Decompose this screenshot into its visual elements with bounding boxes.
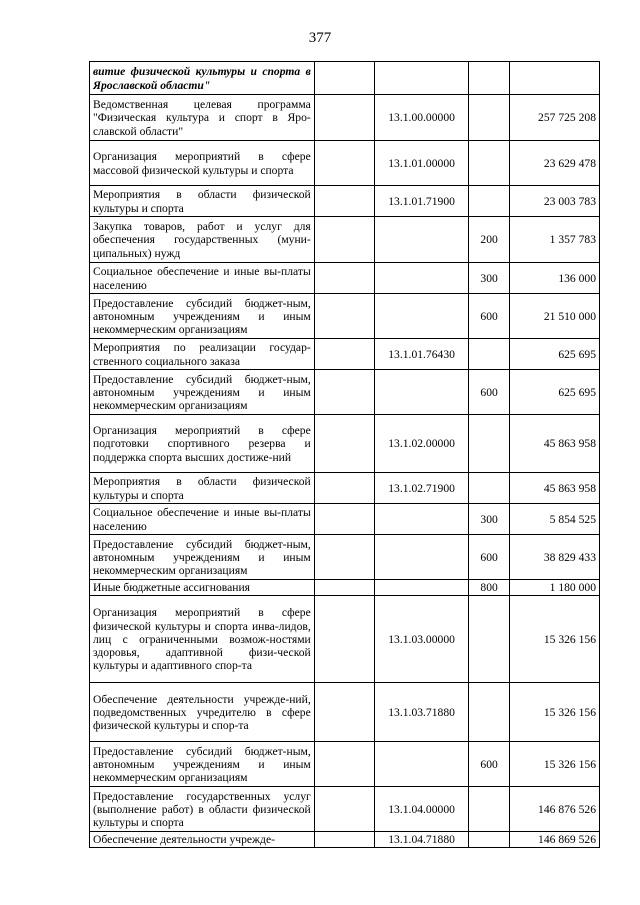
row-expense-type: [468, 186, 509, 217]
row-sum: 21 510 000: [510, 294, 600, 339]
row-name: Иные бюджетные ассигнования: [90, 580, 315, 596]
row-code: [375, 294, 469, 339]
row-expense-type: 600: [468, 742, 509, 787]
table-row: [90, 535, 600, 580]
row-blank-cell: [314, 415, 374, 473]
row-expense-type: 600: [468, 535, 509, 580]
row-sum: 146 876 526: [510, 787, 600, 832]
row-code: [375, 370, 469, 415]
row-code: 13.1.01.71900: [375, 186, 469, 217]
row-code: 13.1.00.00000: [375, 95, 469, 141]
table-row: [90, 580, 600, 596]
table-row: [90, 141, 600, 186]
budget-table: [89, 61, 600, 848]
table-row: [90, 263, 600, 294]
row-code: 13.1.03.71880: [375, 683, 469, 742]
row-name: Предоставление субсидий бюджет-ным, автономным учреждениям и иным некоммерческим организациям: [90, 535, 315, 580]
row-sum: 1 357 783: [510, 217, 600, 263]
row-blank-cell: [314, 339, 374, 370]
row-code: 13.1.04.00000: [375, 787, 469, 832]
row-sum: 15 326 156: [510, 742, 600, 787]
row-sum: 625 695: [510, 339, 600, 370]
table-row: [90, 683, 600, 742]
row-code: 13.1.03.00000: [375, 596, 469, 683]
row-expense-type: [468, 141, 509, 186]
row-name: Обеспечение деятельности учрежде-ний, подведомственных учредителю в сфере физической культуры и спор-та: [90, 683, 315, 742]
row-sum: 45 863 958: [510, 473, 600, 504]
row-sum: 5 854 525: [510, 504, 600, 535]
row-blank-cell: [314, 186, 374, 217]
row-code: [375, 742, 469, 787]
row-name: Социальное обеспечение и иные вы-платы населению: [90, 263, 315, 294]
row-blank-cell: [314, 683, 374, 742]
row-code: 13.1.04.71880: [375, 832, 469, 848]
row-name: Закупка товаров, работ и услуг для обеспечения государственных (муни-ципальных) нужд: [90, 217, 315, 263]
row-expense-type: 200: [468, 217, 509, 263]
row-name: Социальное обеспечение и иные вы-платы населению: [90, 504, 315, 535]
row-code: 13.1.02.71900: [375, 473, 469, 504]
table-row: [90, 62, 600, 95]
row-blank-cell: [314, 141, 374, 186]
row-expense-type: [468, 339, 509, 370]
row-expense-type: [468, 683, 509, 742]
row-sum: 15 326 156: [510, 596, 600, 683]
row-code: 13.1.01.76430: [375, 339, 469, 370]
row-sum: 136 000: [510, 263, 600, 294]
row-blank-cell: [314, 370, 374, 415]
row-code: [375, 580, 469, 596]
row-blank-cell: [314, 62, 374, 95]
row-name: Предоставление субсидий бюджет-ным, автономным учреждениям и иным некоммерческим организациям: [90, 742, 315, 787]
row-name: Предоставление субсидий бюджет-ным, автономным учреждениям и иным некоммерческим организациям: [90, 294, 315, 339]
row-expense-type: [468, 832, 509, 848]
row-expense-type: 600: [468, 294, 509, 339]
row-expense-type: [468, 95, 509, 141]
row-blank-cell: [314, 535, 374, 580]
row-expense-type: 800: [468, 580, 509, 596]
row-expense-type: [468, 415, 509, 473]
row-expense-type: 300: [468, 263, 509, 294]
row-name: Организация мероприятий в сфере физической культуры и спорта инва-лидов, лиц с ограниченными возмож-ностями здоровья, адаптивной физи-ческой культуры и адаптивного спор-та: [90, 596, 315, 683]
row-name: Мероприятия в области физической культуры и спорта: [90, 473, 315, 504]
row-name: Организация мероприятий в сфере массовой физической культуры и спорта: [90, 141, 315, 186]
row-blank-cell: [314, 580, 374, 596]
row-code: [375, 62, 469, 95]
row-name: Предоставление субсидий бюджет-ным, автономным учреждениям и иным некоммерческим организациям: [90, 370, 315, 415]
table-row: [90, 742, 600, 787]
table-row: [90, 504, 600, 535]
row-blank-cell: [314, 217, 374, 263]
table-row: [90, 370, 600, 415]
table-row: [90, 787, 600, 832]
row-blank-cell: [314, 95, 374, 141]
row-name: Мероприятия по реализации государ-ственного социального заказа: [90, 339, 315, 370]
row-name: Организация мероприятий в сфере подготовки спортивного резерва и поддержка спорта высших достиже-ний: [90, 415, 315, 473]
row-code: [375, 263, 469, 294]
row-blank-cell: [314, 504, 374, 535]
row-sum: 23 003 783: [510, 186, 600, 217]
table-row: [90, 596, 600, 683]
table-row: [90, 339, 600, 370]
row-code: [375, 217, 469, 263]
row-sum: 15 326 156: [510, 683, 600, 742]
page-number: 377: [308, 30, 332, 46]
row-sum: 146 869 526: [510, 832, 600, 848]
row-code: [375, 504, 469, 535]
row-sum: 38 829 433: [510, 535, 600, 580]
row-sum: [510, 62, 600, 95]
row-sum: 1 180 000: [510, 580, 600, 596]
row-expense-type: 600: [468, 370, 509, 415]
row-blank-cell: [314, 263, 374, 294]
row-blank-cell: [314, 742, 374, 787]
row-blank-cell: [314, 596, 374, 683]
row-sum: 23 629 478: [510, 141, 600, 186]
row-sum: 625 695: [510, 370, 600, 415]
row-expense-type: [468, 787, 509, 832]
row-expense-type: [468, 596, 509, 683]
row-sum: 45 863 958: [510, 415, 600, 473]
row-expense-type: [468, 473, 509, 504]
row-sum: 257 725 208: [510, 95, 600, 141]
row-name: Ведомственная целевая программа "Физическая культура и спорт в Яро-славской области": [90, 95, 315, 141]
row-name: Предоставление государственных услуг (выполнение работ) в области физической культуры и спорта: [90, 787, 315, 832]
row-blank-cell: [314, 832, 374, 848]
table-row: [90, 186, 600, 217]
table-row: [90, 95, 600, 141]
row-blank-cell: [314, 473, 374, 504]
row-code: 13.1.01.00000: [375, 141, 469, 186]
row-expense-type: 300: [468, 504, 509, 535]
row-expense-type: [468, 62, 509, 95]
table-row: [90, 415, 600, 473]
table-row: [90, 832, 600, 848]
row-code: [375, 535, 469, 580]
row-name: Мероприятия в области физической культуры и спорта: [90, 186, 315, 217]
row-blank-cell: [314, 294, 374, 339]
row-code: 13.1.02.00000: [375, 415, 469, 473]
table-row: [90, 473, 600, 504]
row-name: витие физической культуры и спорта в Ярославской области": [90, 62, 315, 95]
row-blank-cell: [314, 787, 374, 832]
row-name: Обеспечение деятельности учрежде-: [90, 832, 315, 848]
table-row: [90, 294, 600, 339]
table-row: [90, 217, 600, 263]
